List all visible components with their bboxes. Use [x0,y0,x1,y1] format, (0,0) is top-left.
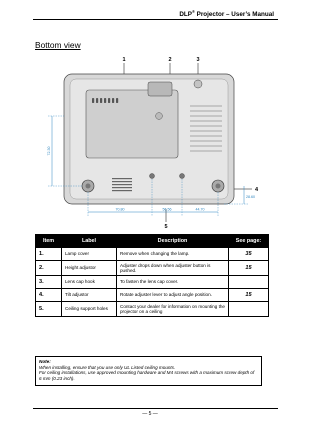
bottom-view-svg [30,54,280,234]
height-adjustor [148,82,172,96]
callout-1: 1 [122,57,126,63]
row-page: 15 [229,289,269,302]
note-box [35,356,262,386]
callout-4: 4 [255,187,259,193]
row-page: 15 [229,261,269,276]
dimension-right-label: 28.60 [246,195,255,199]
section-title: Bottom view [35,40,81,50]
row-page [229,276,269,289]
header-description: Description [117,235,229,248]
page-number: — 5 — [142,411,158,417]
table-row [36,302,269,317]
lamp-cover-screw [156,113,163,120]
row-item: 4. [36,289,62,302]
note-title: Note: [39,359,51,364]
header-brand: DLP [179,11,192,19]
header-label: Label [62,235,117,248]
row-item: 1. [36,248,62,261]
registered-mark: ® [191,9,195,14]
footer-rule [33,408,278,409]
callout-2: 2 [168,57,172,63]
row-label: Tilt adjustor [62,289,117,302]
row-label: Ceiling support holes [62,302,117,317]
page-header-title [179,9,274,18]
row-page [229,302,269,317]
ceiling-hole-center [150,174,155,179]
dimension-bottom-3-label: 44.70 [195,207,205,212]
header-title-rest: Projector – User’s Manual [194,11,274,19]
dimension-left-label: 72.30 [47,146,51,156]
parts-table-header [36,235,269,248]
row-description: Contact your dealer for information on mounting the projector on a ceiling [117,302,229,317]
bottom-view-diagram [30,54,280,234]
row-label: Lens cap hook [62,276,117,289]
ceiling-hole-right [216,184,221,189]
lamp-cover [86,90,178,158]
row-item: 5. [36,302,62,317]
parts-table [35,234,269,317]
row-description: To fasten the lens cap cover. [117,276,229,289]
row-item: 3. [36,276,62,289]
row-label: Lamp cover [62,248,117,261]
callout-5: 5 [164,224,168,230]
row-label: Height adjustor [62,261,117,276]
header-item: Item [36,235,62,248]
dimension-bottom-1-label: 70.80 [115,207,125,212]
header-see-page: See page: [229,235,269,248]
callout-3: 3 [196,57,200,63]
row-item: 2. [36,261,62,276]
header-rule [33,19,278,20]
row-description: Rotate adjuster lever to adjust angle position. [117,289,229,302]
table-row [36,289,269,302]
table-row [36,248,269,261]
table-row [36,276,269,289]
dimension-bottom-2-label: 56.56 [162,207,172,212]
note-line-1: When installing, ensure that you use only UL Listed ceiling mounts. [39,364,176,370]
table-row [36,261,269,276]
row-description: Adjuster drops down when adjuster button is pushed. [117,261,229,276]
row-description: Remove when changing the lamp. [117,248,229,261]
lens-cap-hook [194,80,202,88]
ceiling-hole-left [86,184,91,189]
ceiling-hole-center-right [180,174,185,179]
row-page: 35 [229,248,269,261]
note-line-2: For ceiling installations, use approved mounting hardware and M4 screws with a maximum screw depth of 6 mm (0.23 inch). [39,370,255,382]
